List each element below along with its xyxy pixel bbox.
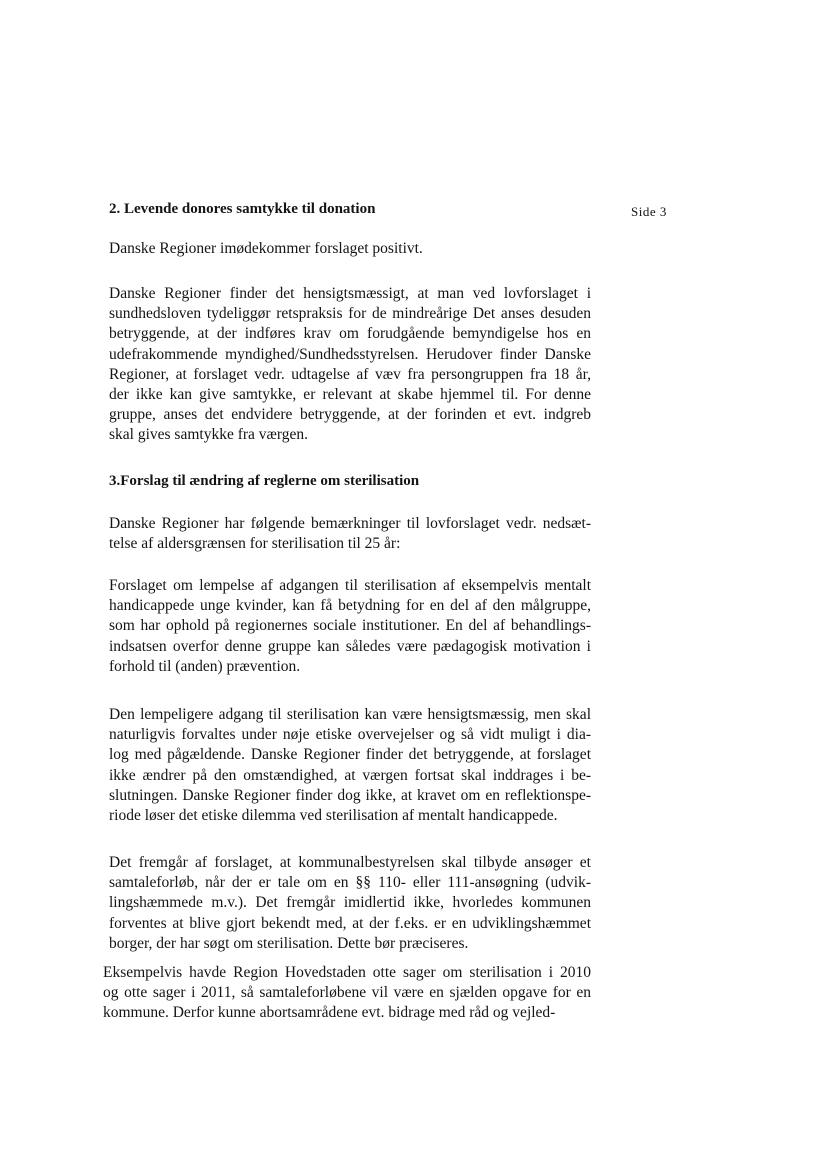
text-line: Danske Regioner finder det hensigtsmæssigt, at man ved lovforslaget i	[109, 285, 591, 302]
section-2-heading: 2. Levende donores samtykke til donation	[109, 201, 376, 217]
section-3-paragraph-3	[109, 705, 591, 826]
text-line: udefrakommende myndighed/Sundhedsstyrelsen. Herudover finder Danske	[109, 345, 591, 363]
section-3-paragraph-5	[103, 963, 591, 1024]
text-line: Danske Regioner har følgende bemærkninger til lovforslaget vedr. nedsæt-	[109, 515, 591, 532]
text-line: skal gives samtykke fra værgen.	[109, 426, 309, 444]
text-line: samtaleforløb, når der er tale om en §§ 110- eller 111-ansøgning (udvik-	[109, 874, 591, 892]
text-line: handicappede unge kvinder, kan få betydning for en del af den målgruppe,	[109, 597, 591, 615]
text-line: borger, der har søgt om sterilisation. Dette bør præciseres.	[109, 934, 469, 952]
section-3-paragraph-1	[109, 514, 591, 554]
page-number: Side 3	[631, 204, 667, 219]
text-line: Det fremgår af forslaget, at kommunalbestyrelsen skal tilbyde ansøger et	[109, 854, 591, 871]
text-line: som har ophold på regionernes sociale institutioner. En del af behandlings-	[109, 617, 591, 635]
text-line: kommune. Derfor kunne abortsamrådene evt. bidrage med råd og vejled-	[103, 1004, 556, 1022]
section-2-intro: Danske Regioner imødekommer forslaget positivt.	[109, 240, 423, 257]
text-line: sundhedsloven tydeliggør retspraksis for de mindreårige Det anses desuden	[109, 305, 591, 323]
text-line: indsatsen overfor denne gruppe kan således være pædagogisk motivation i	[109, 637, 591, 655]
text-line: Eksempelvis havde Region Hovedstaden otte sager om sterilisation i 2010	[103, 964, 591, 981]
text-line: naturligvis forvaltes under nøje etiske overvejelser og så vidt muligt i dia-	[109, 726, 591, 744]
text-line: forhold til (anden) prævention.	[109, 657, 301, 675]
text-line: forventes at blive gjort bekendt med, at der f.eks. er en udviklingshæmmet	[109, 914, 591, 932]
section-3-paragraph-4	[109, 853, 591, 954]
text-line: ikke ændrer på den omstændighed, at værgen fortsat skal inddrages i be-	[109, 766, 591, 784]
text-line: Forslaget om lempelse af adgangen til sterilisation af eksempelvis mentalt	[109, 577, 591, 594]
section-3-paragraph-2	[109, 576, 591, 677]
text-line: lingshæmmede m.v.). Det fremgår imidlertid ikke, hvorledes kommunen	[109, 894, 591, 912]
text-line: Den lempeligere adgang til sterilisation kan være hensigtsmæssig, men skal	[109, 706, 591, 723]
text-line: der ikke kan give samtykke, er relevant at skabe hjemmel til. For denne	[109, 386, 591, 404]
text-line: Regioner, at forslaget vedr. udtagelse af væv fra persongruppen fra 18 år,	[109, 365, 591, 383]
text-line: og otte sager i 2011, så samtaleforløbene vil være en sjælden opgave for en	[103, 984, 591, 1002]
text-line: slutningen. Danske Regioner finder dog ikke, at kravet om en reflektionspe-	[109, 786, 591, 804]
section-2-paragraph	[109, 284, 591, 446]
text-line: telse af aldersgrænsen for sterilisation til 25 år:	[109, 535, 401, 553]
section-3-heading: 3.Forslag til ændring af reglerne om sterilisation	[109, 473, 420, 489]
text-line: log med pågældende. Danske Regioner finder det betryggende, at forslaget	[109, 746, 591, 764]
text-line: gruppe, anses det endvidere betryggende, at der forinden et evt. indgreb	[109, 406, 591, 424]
text-line: riode løser det etiske dilemma ved sterilisation af mentalt handicappede.	[109, 807, 558, 825]
text-line: betryggende, at der indføres krav om forudgående bemyndigelse hos en	[109, 325, 591, 343]
